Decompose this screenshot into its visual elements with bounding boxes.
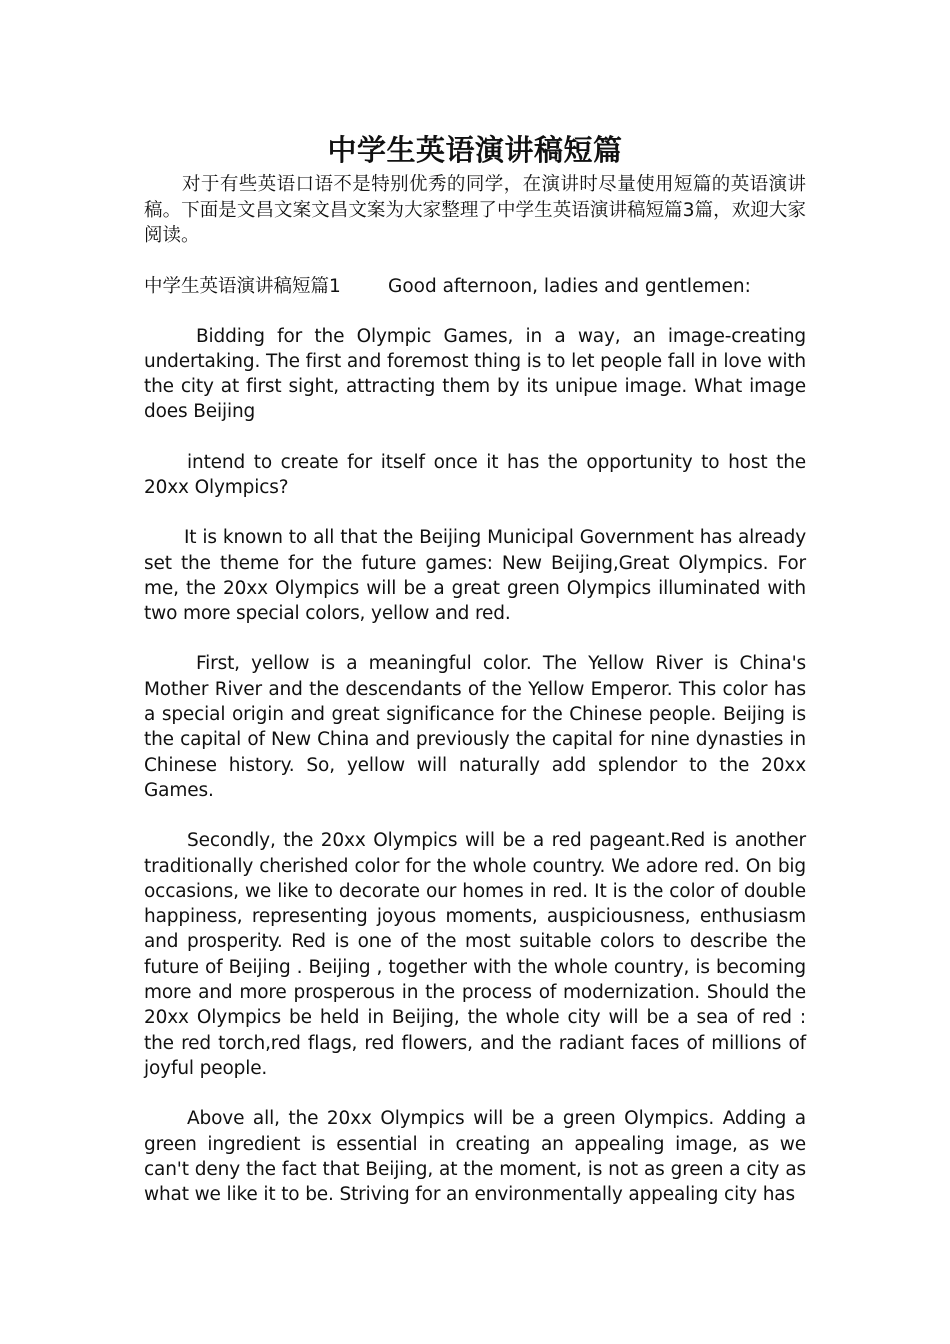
speech-paragraph: Above all, the 20xx Olympics will be a green Olympics. Adding a green ingredient is essential in creating an appealing image, as we can't deny the fact that Beijing, at the moment, is not as green a city as what we like it to be. Striving for an environmentally appealing city has (144, 1108, 806, 1206)
document-title: 中学生英语演讲稿短篇 (327, 133, 623, 167)
speech-paragraph: It is known to all that the Beijing Municipal Government has already set the theme for the future games: New Beijing,Great Olympics. For me, the 20xx Olympics will be a great green Olympics illuminated with two more special colors, yellow and red. (144, 527, 806, 625)
speech-paragraph: intend to create for itself once it has the opportunity to host the 20xx Olympics? (144, 451, 806, 498)
document-body (144, 128, 806, 1207)
intro-paragraph: 对于有些英语口语不是特别优秀的同学，在演讲时尽量使用短篇的英语演讲稿。下面是文昌文案文昌文案为大家整理了中学生英语演讲稿短篇3篇，欢迎大家阅读。 (144, 174, 806, 246)
speech-paragraph: Secondly, the 20xx Olympics will be a red pageant.Red is another traditionally cherished color for the whole country. We adore red. On big occasions, we like to decorate our homes in red. It is the color of double happiness, representing joyous moments, auspiciousness, enthusiasm and prosperity. Red is one of the most suitable colors to describe the future of Beijing . Beijing , together with the whole country, is becoming more and more prosperous in the process of modernization. Should the 20xx Olympics be held in Beijing, the whole city will be a sea of red : the red torch,red flags, red flowers, and the radiant faces of millions of joyful people. (144, 830, 806, 1079)
speech-paragraph: First, yellow is a meaningful color. The Yellow River is China's Mother River and the descendants of the Yellow Emperor. This color has a special origin and great significance for the Chinese people. Beijing is the capital of New China and previously the capital for nine dynasties in Chinese history. So, yellow will naturally add splendor to the 20xx Games. (144, 653, 806, 801)
section-heading-line (144, 274, 806, 299)
section-label: 中学生英语演讲稿短篇1 (144, 275, 341, 297)
speech-paragraph: Bidding for the Olympic Games, in a way, an image-creating undertaking. The first and foremost thing is to let people fall in love with the city at first sight, attracting them by its unipue image. What image does Beijing (144, 325, 806, 423)
speech-greeting: Good afternoon, ladies and gentlemen: (388, 275, 751, 297)
